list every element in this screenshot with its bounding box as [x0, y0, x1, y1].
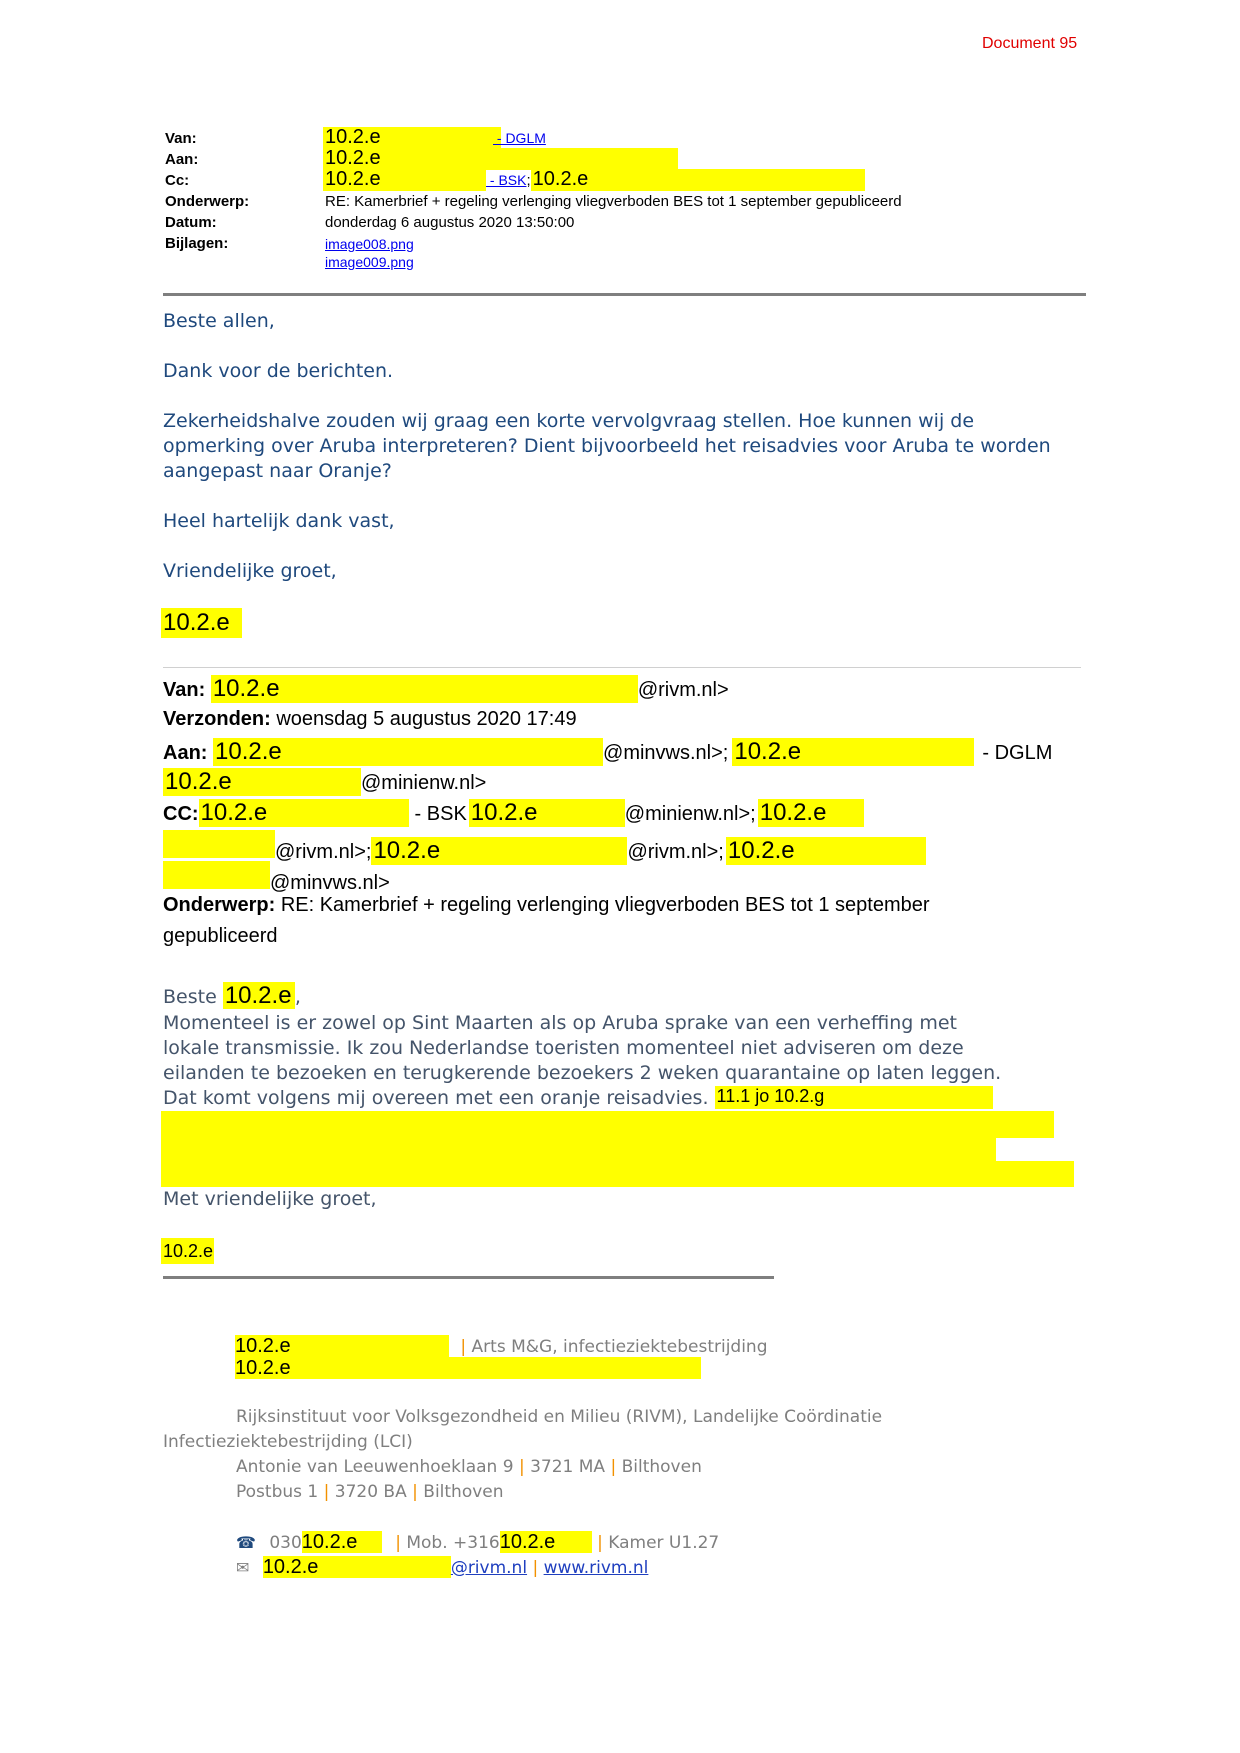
- separator: |: [460, 1337, 467, 1357]
- postcode: 3721 MA: [530, 1457, 606, 1477]
- redaction-block: [161, 1161, 1074, 1187]
- onderwerp-label: Onderwerp:: [165, 193, 250, 210]
- redaction: 11.1 jo 10.2.g: [715, 1086, 993, 1109]
- redaction: 10.2.e: [371, 837, 627, 865]
- redaction: 10.2.e: [732, 738, 974, 766]
- city: Bilthoven: [423, 1482, 504, 1502]
- website-link[interactable]: www.rivm.nl: [543, 1558, 649, 1578]
- redaction: 10.2.e: [211, 675, 638, 703]
- redaction-block: [163, 830, 275, 858]
- fwd-cc-line3: [163, 861, 390, 895]
- address-postbus: [236, 1481, 504, 1503]
- signature-divider: [163, 1276, 774, 1279]
- datum-value: donderdag 6 augustus 2020 13:50:00: [325, 214, 575, 231]
- signature-name-line: [235, 1335, 768, 1358]
- email-domain: @minvws.nl>;: [603, 742, 729, 764]
- redaction: 10.2.e: [758, 799, 864, 827]
- redaction: 10.2.e: [302, 1531, 382, 1553]
- postcode: 3720 BA: [334, 1482, 407, 1502]
- signature-title-line: [235, 1357, 701, 1380]
- separator: ;: [526, 172, 531, 189]
- org-line2: Infectieziektebestrijding (LCI): [163, 1432, 413, 1452]
- email-domain: @rivm.nl>: [637, 679, 729, 701]
- aan-value: [323, 148, 678, 170]
- mobile-label: Mob. +316: [406, 1533, 500, 1553]
- email-line: [236, 1556, 648, 1579]
- separator: |: [412, 1482, 418, 1502]
- fwd-cc-line: [163, 799, 864, 827]
- fwd-aan-line2: [163, 768, 486, 796]
- cc-email-link[interactable]: - BSK: [486, 172, 527, 188]
- fwd-cc-label: CC:: [163, 803, 199, 825]
- fwd-aan-label: Aan:: [163, 742, 208, 764]
- redaction: 10.2.e: [323, 127, 501, 149]
- redaction: 10.2.e: [163, 768, 361, 796]
- redaction: 10.2.e: [323, 148, 678, 170]
- fwd-van-line: [163, 675, 729, 703]
- email-domain: @minvws.nl>: [270, 872, 390, 894]
- room: Kamer U1.27: [608, 1533, 720, 1553]
- cc-value: [323, 169, 865, 191]
- van-label: Van:: [165, 130, 197, 147]
- fwd-verzonden-line: [163, 708, 577, 731]
- redaction: 10.2.e: [531, 169, 865, 191]
- email-link[interactable]: @rivm.nl: [450, 1558, 528, 1578]
- email-domain: @rivm.nl>;: [627, 841, 724, 863]
- greeting: Beste allen,: [163, 310, 275, 332]
- redaction: 10.2.e: [500, 1531, 592, 1553]
- postbus: Postbus 1: [236, 1482, 319, 1502]
- signature-redaction: 10.2.e: [161, 608, 242, 638]
- signature-role: Arts M&G, infectieziektebestrijding: [471, 1337, 768, 1357]
- city: Bilthoven: [621, 1457, 702, 1477]
- paragraph: Zekerheidshalve zouden wij graag een korte vervolgvraag stellen. Hoe kunnen wij de opmerking over Aruba interpreteren? Dient bijvoorbeeld het reisadvies voor Aruba te worden aangepast naar Oranje?: [163, 410, 1051, 482]
- separator: |: [323, 1482, 330, 1502]
- email-domain: @rivm.nl>;: [275, 841, 372, 863]
- redaction: 10.2.e: [235, 1357, 701, 1379]
- separator: |: [597, 1533, 603, 1553]
- fwd-onderwerp-label: Onderwerp:: [163, 894, 276, 916]
- fwd-onderwerp-line: [163, 894, 930, 917]
- attachment-list: [325, 236, 414, 271]
- fwd-van-label: Van:: [163, 679, 206, 701]
- reply-greeting: Beste: [163, 986, 217, 1008]
- redaction-block: [163, 861, 270, 889]
- envelope-icon: ✉: [236, 1558, 250, 1577]
- redaction: 10.2.e: [213, 738, 603, 766]
- attachment-link[interactable]: image008.png: [325, 236, 414, 252]
- separator: |: [395, 1533, 401, 1553]
- aan-label: Aan:: [165, 151, 199, 168]
- org-line1: Rijksinstituut voor Volksgezondheid en Milieu (RIVM), Landelijke Coördinatie: [236, 1407, 883, 1427]
- address-street: [236, 1456, 702, 1478]
- redaction: 10.2.e: [469, 799, 625, 827]
- document-label: Document 95: [982, 35, 1078, 52]
- fwd-onderwerp-line2: gepubliceerd: [163, 925, 278, 947]
- separator: |: [532, 1558, 539, 1578]
- reply-closing: Met vriendelijke groet,: [163, 1188, 377, 1210]
- header-divider: [163, 293, 1086, 296]
- fwd-aan-line: [163, 738, 1052, 766]
- reply-line: lokale transmissie. Ik zou Nederlandse toeristen momenteel niet adviseren om deze: [163, 1037, 964, 1059]
- email-domain: @minienw.nl>: [361, 772, 487, 794]
- reply-greeting-line: [163, 982, 301, 1010]
- street: Antonie van Leeuwenhoeklaan 9: [236, 1457, 514, 1477]
- paragraph: Heel hartelijk dank vast,: [163, 510, 395, 532]
- redaction: 10.2.e: [223, 982, 295, 1009]
- reply-line-with-redaction: [163, 1086, 1093, 1111]
- phone-prefix: 030: [269, 1533, 302, 1553]
- dglm-label: - DGLM: [982, 742, 1053, 764]
- email-domain: @minienw.nl>;: [624, 803, 756, 825]
- redaction: 10.2.e: [235, 1335, 449, 1357]
- closing: Vriendelijke groet,: [163, 560, 337, 582]
- redaction: 10.2.e: [199, 799, 409, 827]
- fwd-onderwerp-value: RE: Kamerbrief + regeling verlenging vliegverboden BES tot 1 september: [280, 894, 930, 916]
- attachment-link[interactable]: image009.png: [325, 254, 414, 270]
- onderwerp-value: RE: Kamerbrief + regeling verlenging vliegverboden BES tot 1 september gepubliceerd: [325, 193, 902, 210]
- fwd-verzonden-label: Verzonden:: [163, 708, 271, 730]
- redaction: 10.2.e: [323, 169, 486, 191]
- bsk-label: - BSK: [414, 803, 467, 825]
- datum-label: Datum:: [165, 214, 217, 231]
- signature-redaction: 10.2.e: [161, 1238, 214, 1264]
- reply-line: eilanden te bezoeken en terugkerende bezoekers 2 weken quarantaine op laten leggen.: [163, 1062, 1002, 1084]
- paragraph: Dank voor de berichten.: [163, 360, 394, 382]
- separator: |: [610, 1457, 617, 1477]
- comma: ,: [294, 986, 301, 1008]
- van-value: [323, 127, 546, 149]
- bijlagen-label: Bijlagen:: [165, 235, 229, 252]
- separator: |: [518, 1457, 525, 1477]
- redaction-block: [161, 1138, 996, 1161]
- cc-label: Cc:: [165, 172, 190, 189]
- fwd-cc-line2: [163, 830, 926, 865]
- van-email-link[interactable]: - DGLM: [493, 130, 546, 146]
- message-divider: [163, 667, 1081, 668]
- fwd-verzonden-value: woensdag 5 augustus 2020 17:49: [276, 708, 577, 730]
- redaction: 10.2.e: [263, 1556, 451, 1578]
- reply-line: Momenteel is er zowel op Sint Maarten als op Aruba sprake van een verheffing met: [163, 1012, 957, 1034]
- reply-paragraph: [163, 1011, 1093, 1111]
- redaction: 10.2.e: [726, 837, 926, 865]
- phone-line: [236, 1531, 719, 1554]
- phone-icon: ☎: [236, 1533, 256, 1552]
- reply-line: Dat komt volgens mij overeen met een oranje reisadvies.: [163, 1087, 709, 1109]
- redaction-block: [161, 1111, 1054, 1138]
